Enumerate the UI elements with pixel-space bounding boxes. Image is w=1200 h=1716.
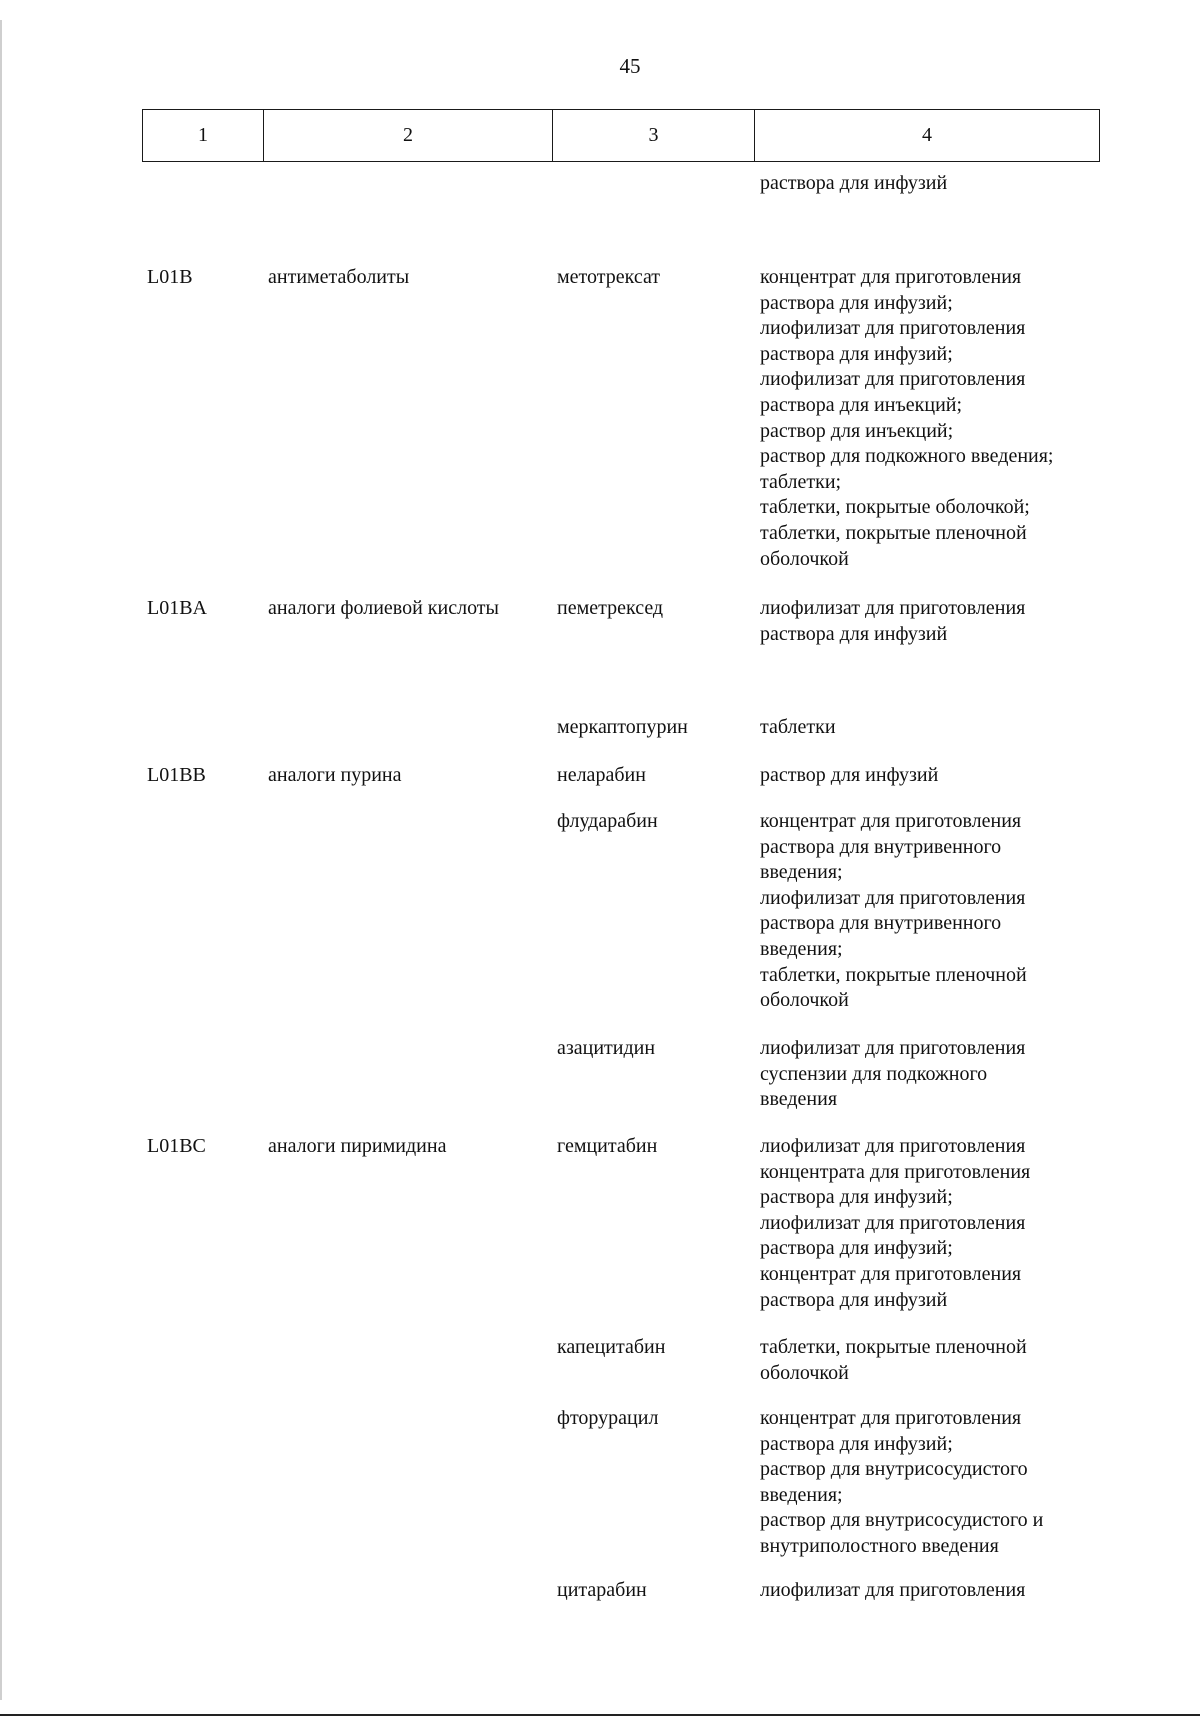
drug-name: капецитабин: [557, 1336, 666, 1358]
drug-name: метотрексат: [557, 266, 661, 288]
drug-name: фторурацил: [557, 1407, 659, 1429]
dosage-forms: раствор для инфузий: [760, 764, 939, 786]
page-number: 45: [619, 54, 641, 78]
atc-code: L01B: [147, 266, 193, 288]
drug-name: пеметрексед: [557, 597, 664, 619]
dosage-forms: концентрат для приготовления раствора для внутривенного введения; лиофилизат для приготовления раствора для внутривенного введения; таблетки, покрытые пленочной оболочкой: [760, 810, 1027, 1012]
table-header: [142, 109, 1100, 162]
dosage-forms: лиофилизат для приготовления: [760, 1579, 1026, 1601]
scan-left-edge: [0, 20, 2, 1700]
dosage-forms: таблетки: [760, 716, 836, 738]
dosage-forms: лиофилизат для приготовления суспензии для подкожного введения: [760, 1037, 1026, 1111]
drug-name: гемцитабин: [557, 1135, 658, 1157]
dosage-forms: лиофилизат для приготовления концентрата для приготовления раствора для инфузий; лиофилизат для приготовления раствора для инфузий; концентрат для приготовления раствора для инфузий: [760, 1135, 1031, 1311]
atc-code: L01BC: [147, 1135, 206, 1157]
drug-name: меркаптопурин: [557, 716, 688, 738]
group-name: аналоги фолиевой кислоты: [268, 597, 499, 619]
dosage-forms: таблетки, покрытые пленочной оболочкой: [760, 1336, 1027, 1384]
dosage-forms: концентрат для приготовления раствора для инфузий; лиофилизат для приготовления раствора для инфузий; лиофилизат для приготовления раствора для инъекций; раствор для инъекций; раствор для подкожного введения; таблетки; таблетки, покрытые оболочкой; таблетки, покрытые пленочной оболочкой: [760, 266, 1054, 570]
drug-name: неларабин: [557, 764, 646, 786]
drug-name: цитарабин: [557, 1579, 647, 1601]
header-col-1: 1: [143, 110, 264, 162]
dosage-forms: лиофилизат для приготовления раствора для инфузий: [760, 597, 1026, 645]
header-col-3: 3: [553, 110, 755, 162]
atc-code: L01BA: [147, 597, 207, 619]
drug-name: флударабин: [557, 810, 658, 832]
drug-name: азацитидин: [557, 1037, 656, 1059]
atc-code: L01BB: [147, 764, 206, 786]
dosage-forms: концентрат для приготовления раствора для инфузий; раствор для внутрисосудистого введения; раствор для внутрисосудистого и внутриполостного введения: [760, 1407, 1044, 1557]
group-name: аналоги пиримидина: [268, 1135, 447, 1157]
group-name: антиметаболиты: [268, 266, 410, 288]
group-name: аналоги пурина: [268, 764, 402, 786]
continuation-forms: раствора для инфузий: [760, 172, 948, 194]
header-col-2: 2: [264, 110, 553, 162]
header-col-4: 4: [755, 110, 1100, 162]
